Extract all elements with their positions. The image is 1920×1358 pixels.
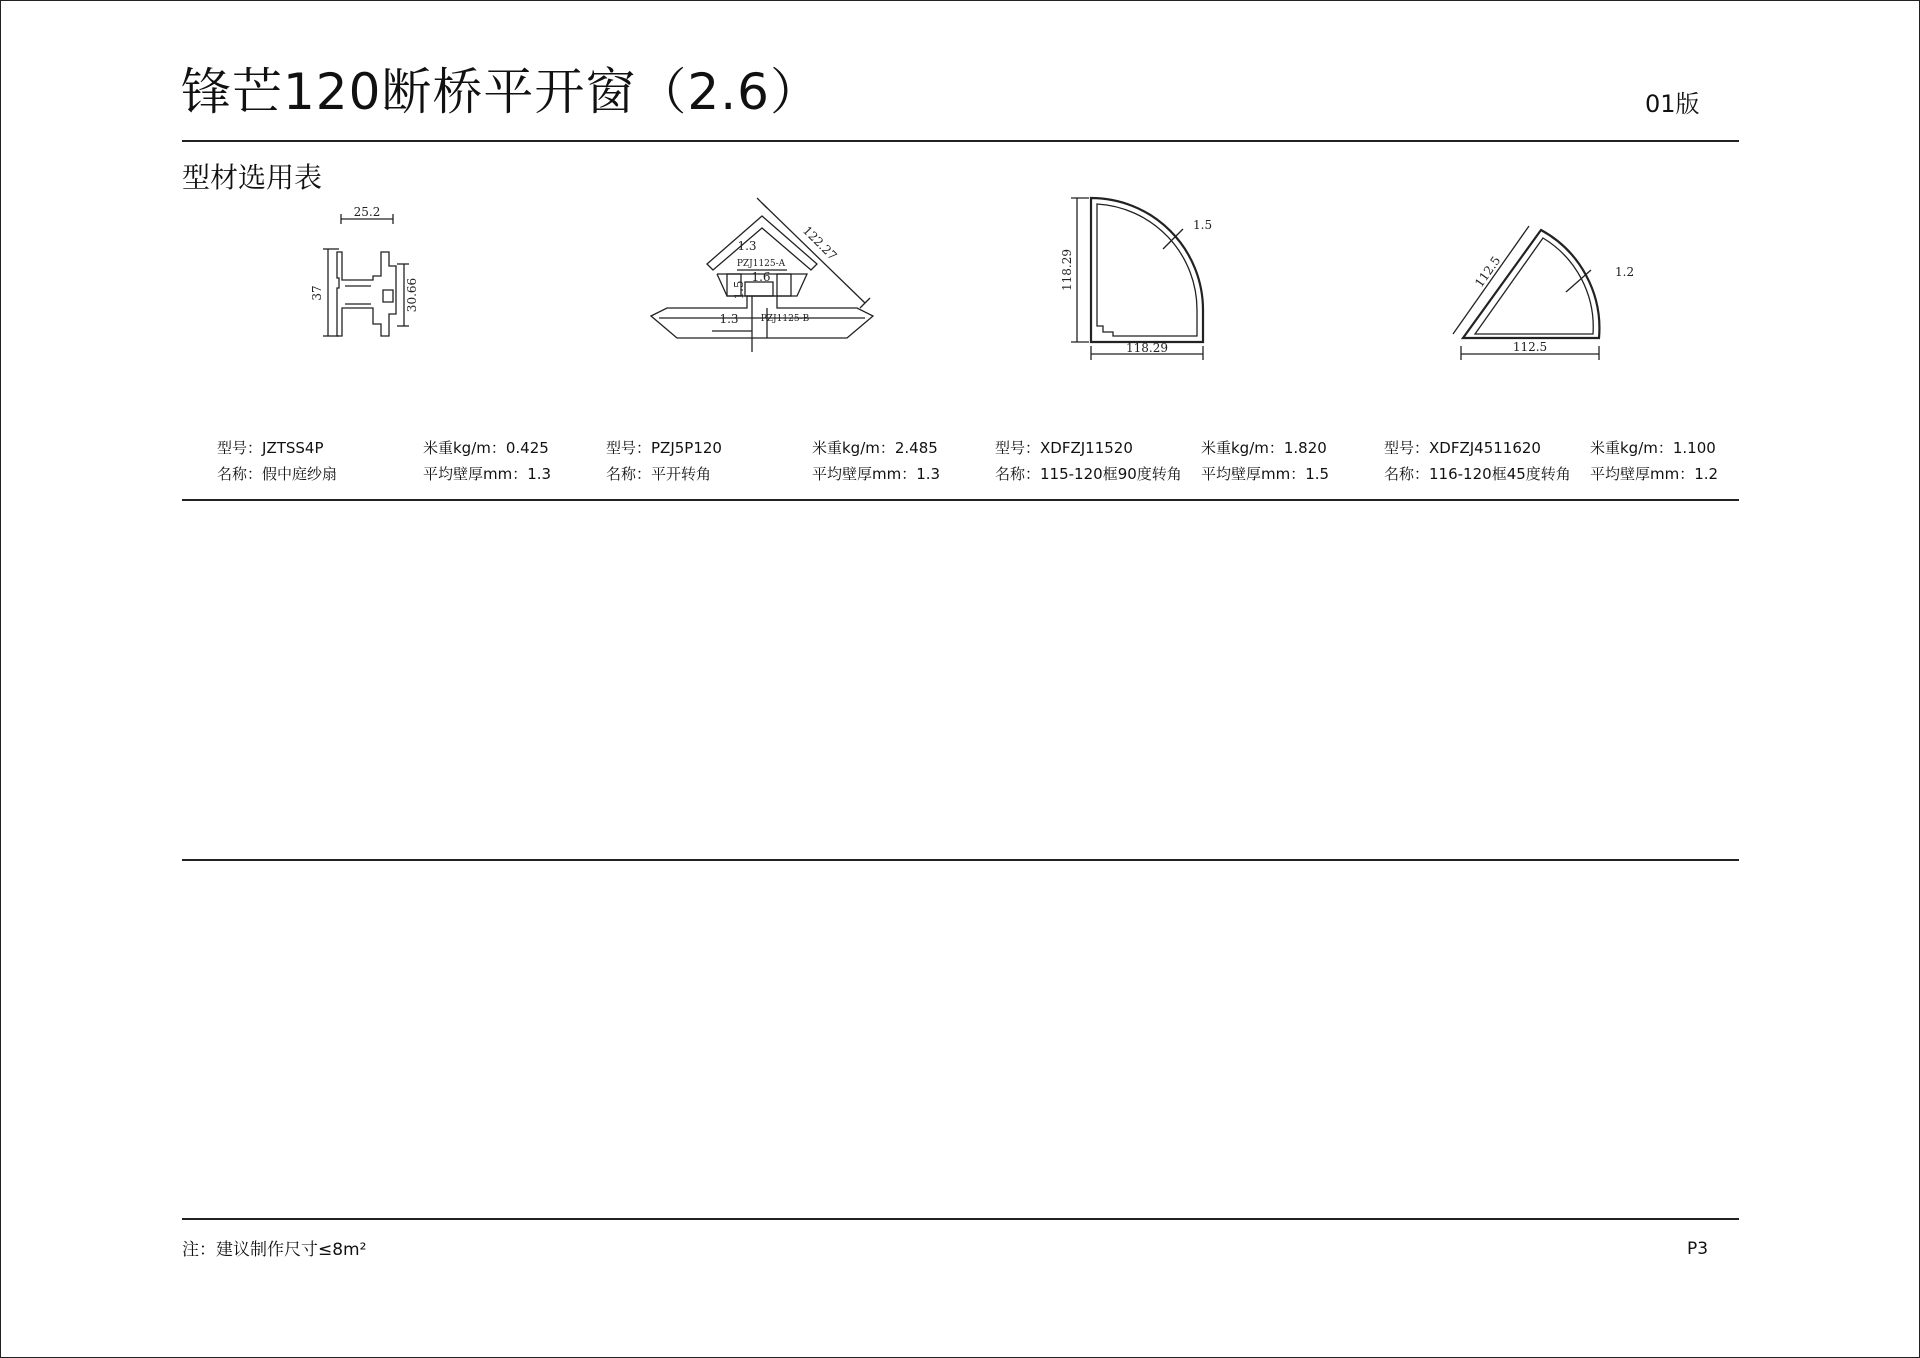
name-value: 116-120框45度转角 [1429,465,1571,483]
model-value: JZTSS4P [262,439,324,457]
dim-inner-b-label: 1.6 [751,270,771,284]
weight-value: 1.100 [1672,439,1716,457]
dim-inner-a-label: 1.5 [732,280,746,300]
profile-drawing-xdfzj4511620 [1441,186,1641,366]
content-divider [182,859,1739,861]
name-value: 平开转角 [651,465,712,483]
weight-value: 0.425 [505,439,549,457]
dim-wall-label: 1.5 [1193,218,1213,232]
section-title: 型材选用表 [182,161,323,194]
dim-width-label: 112.5 [1512,340,1548,354]
weight-value: 1.820 [1283,439,1327,457]
weight-row [423,441,549,456]
thickness-row [1590,467,1718,482]
thickness-row [812,467,940,482]
thickness-label: 平均壁厚mm： [423,465,528,483]
model-value: XDFZJ11520 [1040,439,1133,457]
dim-height-label: 37 [310,285,324,301]
thickness-value: 1.5 [1305,465,1330,483]
profile-drawing-xdfzj11520 [1051,186,1251,366]
name-row [1384,467,1571,482]
name-row [606,467,711,482]
weight-row [812,441,938,456]
part-b-label: PZJ1125-B [760,314,810,324]
dim-wall-bottom-label: 1.3 [719,312,739,326]
dim-width-label: 25.2 [353,205,381,219]
name-value: 115-120框90度转角 [1040,465,1182,483]
model-row [1384,441,1541,456]
name-row [217,467,337,482]
edition-label: 01版 [1645,90,1700,118]
dim-wall-label: 1.2 [1615,265,1635,279]
thickness-value: 1.3 [916,465,941,483]
weight-row [1201,441,1327,456]
name-value: 假中庭纱扇 [262,465,338,483]
weight-label: 米重kg/m： [1590,439,1673,457]
model-label: 型号： [995,439,1041,457]
thickness-label: 平均壁厚mm： [1590,465,1695,483]
dim-side-label: 112.5 [1472,253,1504,290]
profile-drawing-jztss4p [301,186,431,346]
weight-label: 米重kg/m： [423,439,506,457]
thickness-row [423,467,551,482]
model-row [995,441,1133,456]
part-a-label: PZJ1125-A [736,259,786,269]
thickness-value: 1.2 [1694,465,1719,483]
model-value: XDFZJ4511620 [1429,439,1541,457]
name-label: 名称： [995,465,1041,483]
profile-drawing-pzj5p120 [647,186,887,356]
weight-label: 米重kg/m： [812,439,895,457]
header-divider [182,140,1739,142]
model-label: 型号： [217,439,263,457]
dim-inner-height-label: 30.66 [405,277,419,313]
dim-diagonal-label: 122.27 [800,223,840,263]
name-row [995,467,1182,482]
model-label: 型号： [606,439,652,457]
thickness-value: 1.3 [527,465,552,483]
model-label: 型号： [1384,439,1430,457]
thickness-label: 平均壁厚mm： [1201,465,1306,483]
dim-height-label: 118.29 [1060,249,1074,291]
thickness-row [1201,467,1329,482]
weight-label: 米重kg/m： [1201,439,1284,457]
thickness-label: 平均壁厚mm： [812,465,917,483]
model-value: PZJ5P120 [651,439,722,457]
weight-value: 2.485 [894,439,938,457]
name-label: 名称： [217,465,263,483]
weight-row [1590,441,1716,456]
model-row [217,441,324,456]
table-divider [182,499,1739,501]
footer-note: 注：建议制作尺寸≤8m² [182,1240,367,1260]
name-label: 名称： [1384,465,1430,483]
dim-width-label: 118.29 [1126,341,1168,355]
dim-wall-top-label: 1.3 [737,239,757,253]
model-row [606,441,722,456]
name-label: 名称： [606,465,652,483]
page-number: P3 [1687,1239,1709,1259]
footer-divider [182,1218,1739,1220]
page-title: 锋芒120断桥平开窗（2.6） [181,63,821,121]
